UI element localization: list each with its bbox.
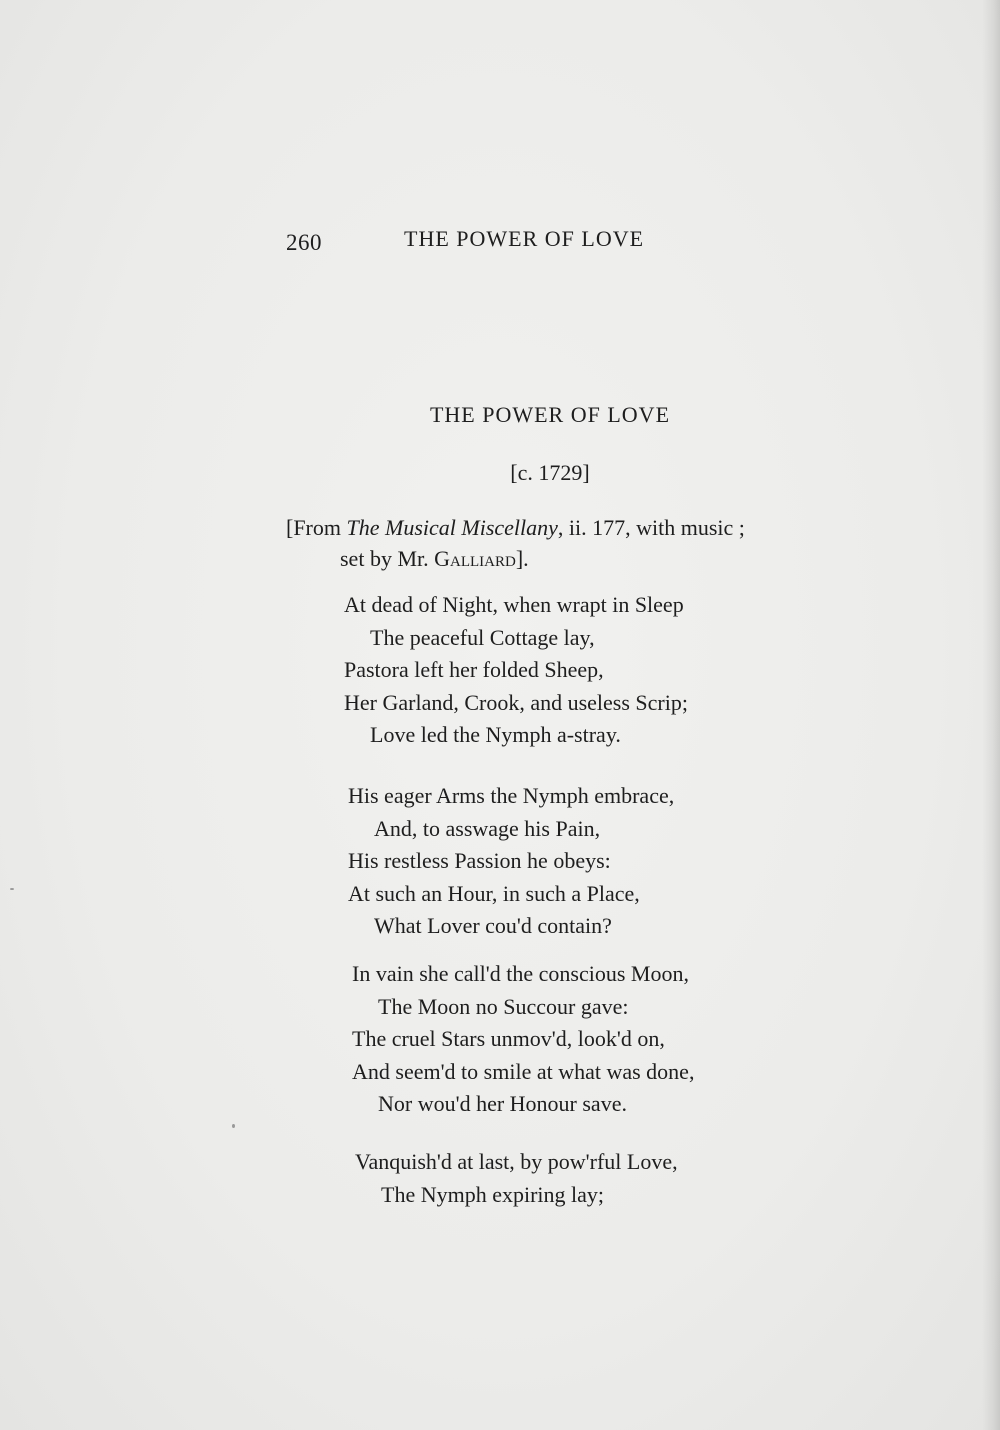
stanza-1 [344,589,824,752]
poem-date: [c. 1729] [510,460,590,485]
verse-line: And seem'd to smile at what was done, [352,1058,695,1084]
verse-line: His restless Passion he obeys: [348,848,611,873]
source-note-suffix: , ii. 177, with music ; [557,515,745,540]
verse-line: Her Garland, Crook, and useless Scrip; [344,689,688,715]
running-head [286,226,706,260]
source-note [286,512,846,574]
verse-line: At such an Hour, in such a Place, [348,880,640,906]
source-note-line2-prefix: set by Mr. [340,546,435,571]
verse-line: His eager Arms the Nymph embrace, [348,783,675,808]
stanza-4 [355,1146,835,1211]
verse-line: What Lover cou'd contain? [374,913,612,938]
source-note-line-2 [286,543,846,574]
verse-line: Pastora left her folded Sheep, [344,657,604,682]
verse-line: The peaceful Cottage lay, [370,624,595,650]
page-number: 260 [286,230,322,255]
stanza-2 [348,780,828,943]
verse-line: In vain she call'd the conscious Moon, [352,961,689,986]
source-note-line-1 [286,512,846,543]
verse-line: The Moon no Succour gave: [378,993,629,1019]
verse-line: At dead of Night, when wrapt in Sleep [344,592,684,617]
verse-line: Nor wou'd her Honour save. [378,1091,627,1116]
verse-line: Love led the Nymph a-stray. [370,722,621,747]
composer-name: Galliard [434,546,516,571]
verse-line: And, to asswage his Pain, [374,815,601,841]
verse-line: The Nymph expiring lay; [381,1181,605,1207]
verse-line: The cruel Stars unmov'd, look'd on, [352,1026,665,1051]
page-edge-shadow [982,0,1000,1430]
verse-line: Vanquish'd at last, by pow'rful Love, [355,1149,678,1174]
paper-speck [232,1124,235,1128]
running-title: THE POWER OF LOVE [404,226,645,251]
poem-title: THE POWER OF LOVE [429,402,671,427]
stanza-3 [352,958,832,1121]
source-note-prefix: [From [286,515,347,540]
source-work-title: The Musical Miscellany [346,515,558,540]
source-note-line2-suffix: ]. [515,546,529,571]
paper-speck [10,888,14,890]
